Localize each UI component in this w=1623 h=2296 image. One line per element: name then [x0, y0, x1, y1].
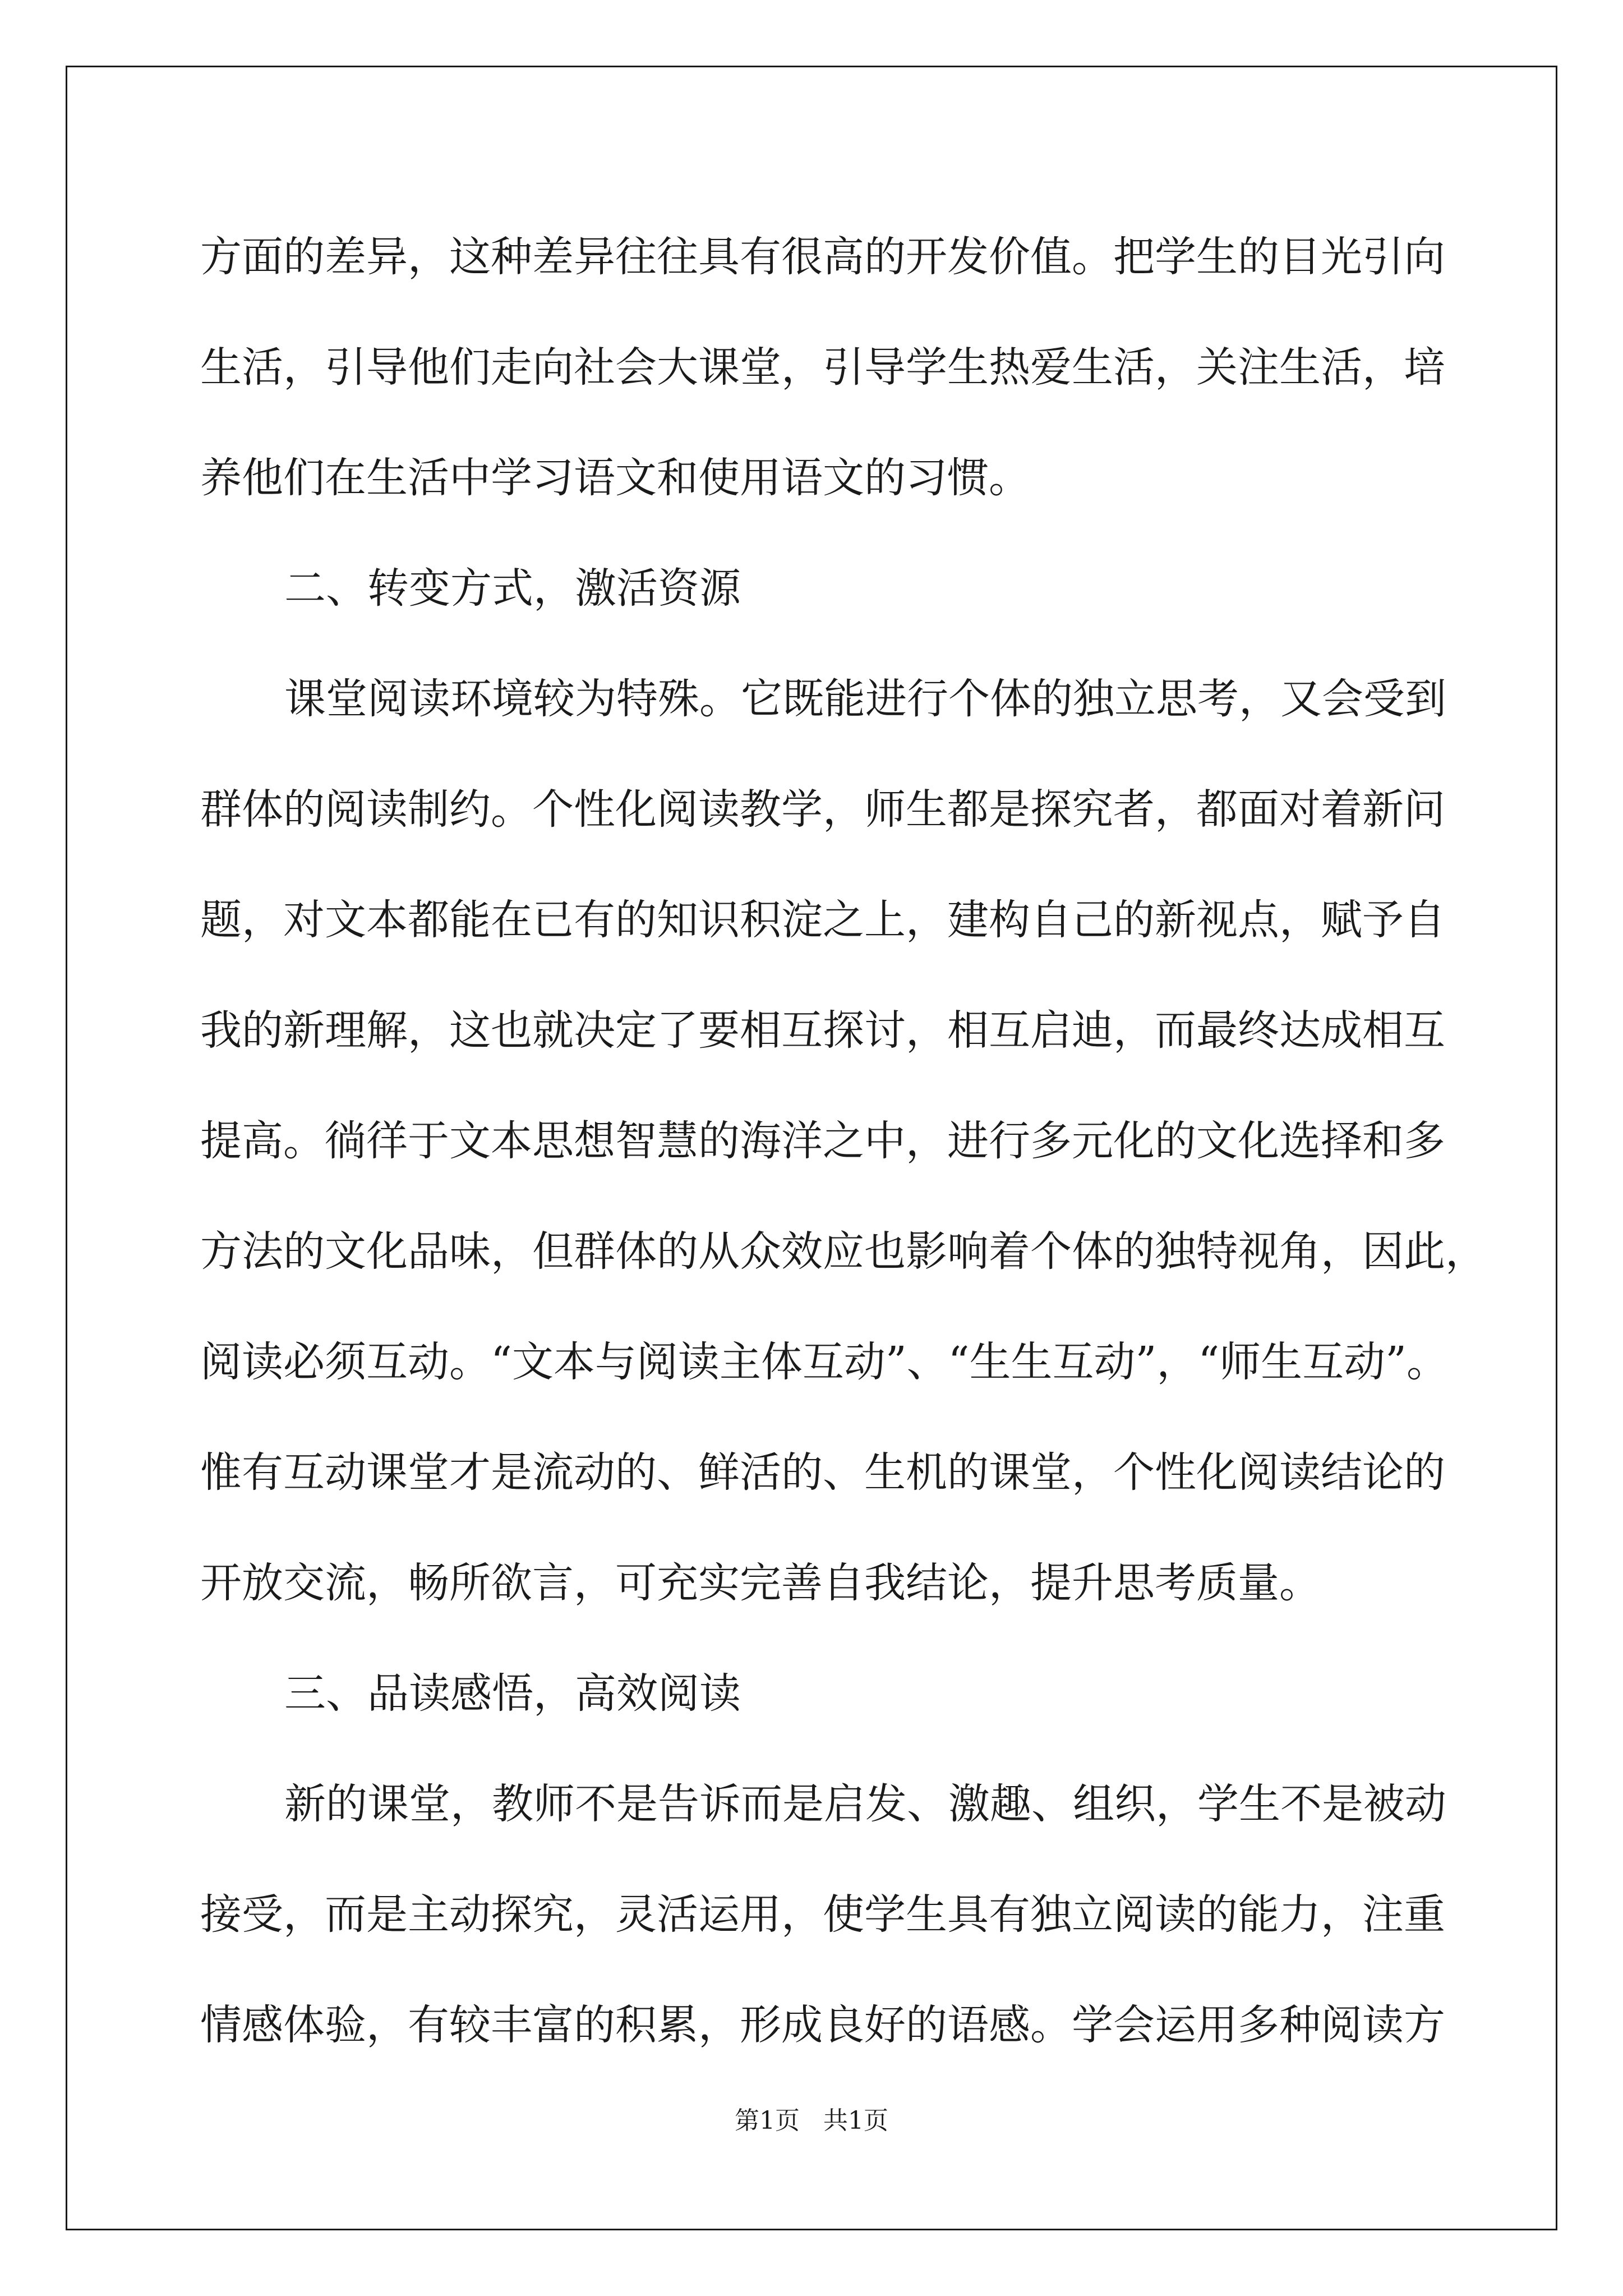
text-line: 养他们在生活中学习语文和使用语文的习惯。 [200, 454, 1030, 502]
page-number: 第1页 共1页 [735, 2106, 888, 2135]
text-line: 方法的文化品味，但群体的从众效应也影响着个体的独特视角，因此， [200, 1227, 1487, 1276]
text-line: 接受，而是主动探究，灵活运用，使学生具有独立阅读的能力，注重 [200, 1890, 1445, 1939]
text-line: 情感体验，有较丰富的积累，形成良好的语感。学会运用多种阅读方 [200, 2001, 1445, 2049]
section-heading: 三、品读感悟，高效阅读 [284, 1669, 741, 1718]
text-line: 阅读必须互动。“文本与阅读主体互动”、“生生互动”，“师生互动”。 [200, 1338, 1448, 1386]
document-body [200, 202, 1487, 2081]
text-line: 新的课堂，教师不是告诉而是启发、激趣、组织，学生不是被动 [284, 1780, 1446, 1828]
text-line: 方面的差异，这种差异往往具有很高的开发价值。把学生的目光引向 [200, 233, 1445, 281]
text-line: 题，对文本都能在已有的知识积淀之上，建构自己的新视点，赋予自 [200, 896, 1445, 944]
text-line: 我的新理解，这也就决定了要相互探讨，相互启迪，而最终达成相互 [200, 1006, 1445, 1055]
text-line: 惟有互动课堂才是流动的、鲜活的、生机的课堂，个性化阅读结论的 [200, 1448, 1445, 1497]
text-line: 开放交流，畅所欲言，可充实完善自我结论，提升思考质量。 [200, 1559, 1321, 1607]
text-line: 课堂阅读环境较为特殊。它既能进行个体的独立思考，又会受到 [284, 675, 1446, 723]
text-line: 提高。徜徉于文本思想智慧的海洋之中，进行多元化的文化选择和多 [200, 1117, 1445, 1165]
text-line: 群体的阅读制约。个性化阅读教学，师生都是探究者，都面对着新问 [200, 785, 1445, 834]
text-line: 生活，引导他们走向社会大课堂，引导学生热爱生活，关注生活，培 [200, 343, 1445, 392]
section-heading: 二、转变方式，激活资源 [284, 564, 741, 613]
